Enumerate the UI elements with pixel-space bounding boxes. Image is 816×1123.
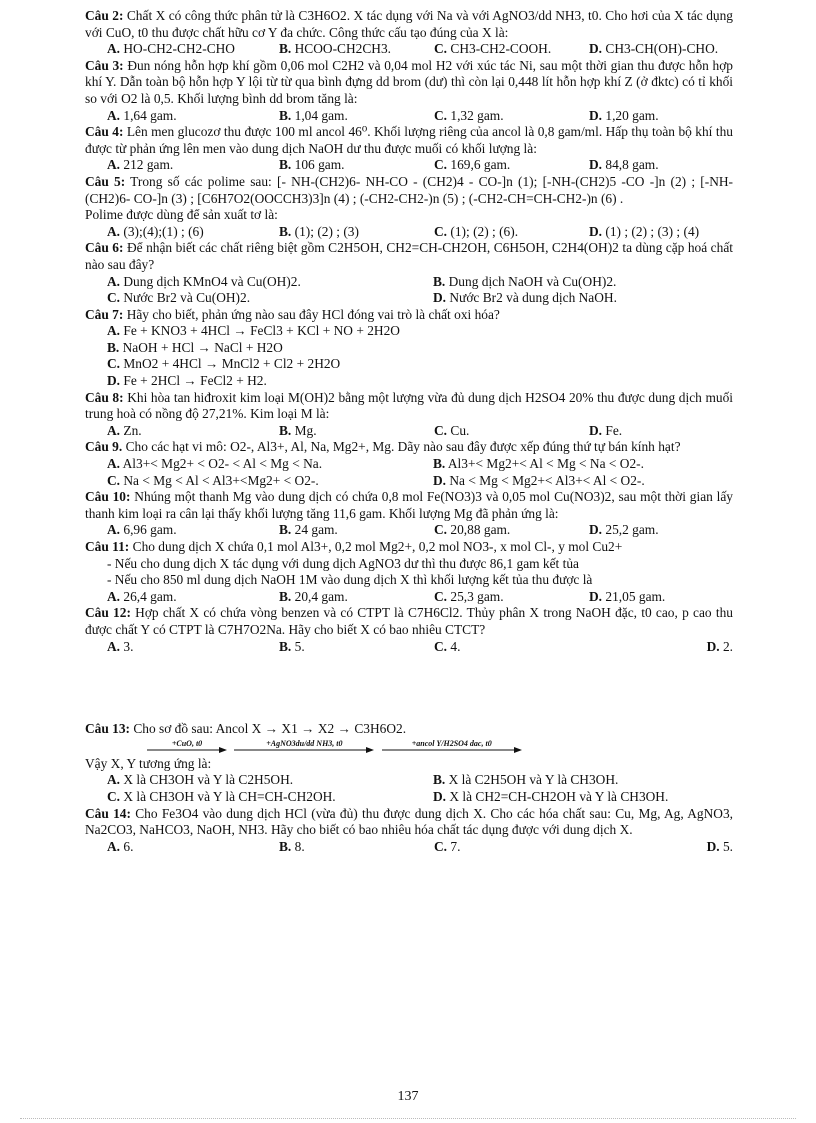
- answer-options: [85, 522, 733, 539]
- question-text: Hợp chất X có chứa vòng benzen và có CTPT là C7H6Cl2. Thủy phân X trong NaOH đặc, t0 cao, p cao thu được chất Y có CTPT là C7H7O2Na. Hãy cho biết X có bao nhiêu CTCT?: [85, 605, 733, 637]
- option-a[interactable]: A. 3.: [107, 638, 134, 654]
- option-c[interactable]: C. CH3-CH2-COOH.: [434, 41, 552, 57]
- question-3: [85, 58, 733, 108]
- option-c[interactable]: C. 20,88 gam.: [434, 522, 511, 538]
- question-text: Để nhận biết các chất riêng biệt gồm C2H5OH, CH2=CH-CH2OH, C6H5OH, C2H4(OH)2 ta dùng cặp hoá chất nào sau đây?: [85, 240, 733, 272]
- question-number: Câu 4:: [85, 124, 124, 140]
- page-content: [85, 8, 733, 855]
- answer-options: [85, 639, 733, 656]
- question-number: Câu 14:: [85, 805, 131, 821]
- answer-options: [85, 274, 733, 291]
- option-a[interactable]: A. Dung dịch KMnO4 và Cu(OH)2.: [107, 273, 301, 289]
- option-a[interactable]: A. 26,4 gam.: [107, 588, 177, 604]
- option-a[interactable]: A. (3);(4);(1) ; (6): [107, 223, 204, 239]
- question-6: [85, 240, 733, 273]
- option-b[interactable]: B. Mg.: [279, 422, 317, 438]
- option-a[interactable]: A. 212 gam.: [107, 157, 174, 173]
- answer-options: [85, 157, 733, 174]
- question-text: Chất X có công thức phân tử là C3H6O2. X tác dụng với Na và với AgNO3/dd NH3, t0. Cho hơi của X tác dụng với CuO, t0 thu được chất hữu cơ Y đa chức. Công thức cấu tạo đúng của X là:: [85, 8, 733, 40]
- question-text: Trong số các polime sau: [- NH-(CH2)6- NH-CO - (CH2)4 - CO-]n (1); [-NH-(CH2)5 -CO -]n (2) ; [-NH-(CH2)6- CO-]n (3) ; [C6H7O2(OOCCH3)3]n (4) ; (-CH2-CH2-)n (5) ; (-CH2-CH=CH-CH2-)n (6) .: [85, 173, 733, 206]
- condition-line: - Nếu cho 850 ml dung dịch NaOH 1M vào dung dịch X thì khối lượng kết tủa thu được là: [107, 572, 593, 588]
- option-d[interactable]: D. X là CH2=CH-CH2OH và Y là CH3OH.: [433, 788, 669, 804]
- option-b[interactable]: B. Al3+< Mg2+< Al < Mg < Na < O2-.: [433, 456, 644, 472]
- question-text: Cho dung dịch X chứa 0,1 mol Al3+, 0,2 mol Mg2+, 0,2 mol NO3-, x mol Cl-, y mol Cu2+: [132, 539, 623, 554]
- answer-options: [85, 789, 733, 806]
- option-d[interactable]: D. 84,8 gam.: [589, 157, 659, 173]
- option-b[interactable]: B. NaOH + HCl → NaCl + H2O: [107, 339, 283, 355]
- option-d[interactable]: D. 21,05 gam.: [589, 588, 666, 604]
- answer-options: [85, 224, 733, 241]
- option-d[interactable]: D. (1) ; (2) ; (3) ; (4): [589, 223, 700, 239]
- question-prompt: Polime được dùng để sản xuất tơ là:: [85, 207, 278, 223]
- option-a[interactable]: A. HO-CH2-CH2-CHO: [107, 41, 235, 57]
- answer-options: [85, 423, 733, 440]
- answer-options: [85, 589, 733, 606]
- question-12: [85, 605, 733, 638]
- option-b[interactable]: B. 5.: [279, 638, 305, 654]
- question-text: Lên men glucozơ thu được 100 ml ancol 46⁰. Khối lượng riêng của ancol là 0,8 gam/ml. Hấp thụ toàn bộ khí thu được từ phản ứng lên men vào dung dịch NaOH dư thu được muối có khối lượng là:: [85, 124, 733, 156]
- question-text: Cho Fe3O4 vào dung dịch HCl (vừa đủ) thu được dung dịch X. Cho các hóa chất sau: Cu, Mg, Ag, AgNO3, Na2CO3, NaHCO3, NaOH, NH3. Hãy cho biết có bao nhiêu hóa chất tác dụng được với dung dịch X.: [85, 805, 733, 838]
- question-text: Cho sơ đồ sau: Ancol X → X1 → X2 → C3H6O2.: [133, 721, 407, 737]
- condition-line: - Nếu cho dung dịch X tác dụng với dung dịch AgNO3 dư thì thu được 86,1 gam kết tủa: [107, 555, 579, 571]
- question-number: Câu 12:: [85, 605, 131, 621]
- option-d[interactable]: D. 1,20 gam.: [589, 107, 659, 123]
- option-a[interactable]: A. 6.: [107, 838, 134, 854]
- answer-options: [85, 456, 733, 473]
- question-number: Câu 13:: [85, 721, 131, 737]
- option-c[interactable]: C. 169,6 gam.: [434, 157, 511, 173]
- option-c[interactable]: C. MnO2 + 4HCl → MnCl2 + Cl2 + 2H2O: [107, 356, 341, 372]
- question-text: Nhúng một thanh Mg vào dung dịch có chứa 0,8 mol Fe(NO3)3 và 0,05 mol Cu(NO3)2, sau một thời gian lấy thanh kim loại ra cân lại thấy khối lượng tăng 11,6 gam. Khối lượng Mg đã phản ứng là:: [85, 489, 734, 521]
- question-10: [85, 489, 733, 522]
- option-d[interactable]: D. 5.: [706, 838, 733, 854]
- option-a[interactable]: A. X là CH3OH và Y là C2H5OH.: [107, 772, 294, 788]
- page-number: 137: [397, 1089, 419, 1104]
- option-b[interactable]: B. X là C2H5OH và Y là CH3OH.: [433, 772, 619, 788]
- reaction-scheme: [85, 738, 733, 756]
- answer-options: [85, 41, 733, 58]
- option-b[interactable]: B. Dung dịch NaOH và Cu(OH)2.: [433, 273, 617, 289]
- option-a[interactable]: A. Al3+< Mg2+ < O2- < Al < Mg < Na.: [107, 456, 323, 472]
- question-11: [85, 539, 733, 556]
- answer-options: [85, 473, 733, 490]
- question-number: Câu 9.: [85, 439, 123, 455]
- option-b[interactable]: B. 8.: [279, 838, 305, 854]
- answer-options: [85, 839, 733, 856]
- option-c[interactable]: C. Na < Mg < Al < Al3+<Mg2+ < O2-.: [107, 472, 319, 488]
- answer-options: [85, 108, 733, 125]
- question-4: [85, 124, 733, 157]
- question-7: [85, 307, 733, 324]
- question-text: Đun nóng hỗn hợp khí gồm 0,06 mol C2H2 và 0,04 mol H2 với xúc tác Ni, sau một thời gian thu được hỗn hợp khí Y. Dẫn toàn bộ hỗn hợp Y lội từ từ qua bình đựng dd brom (dư) thì còn lại 0,448 lít hỗn hợp khí Z (ở đktc) có tỉ khối so với O2 là 0,5. Khối lượng bình dd brom tăng là:: [85, 57, 733, 106]
- option-b[interactable]: B. 106 gam.: [279, 157, 345, 173]
- option-c[interactable]: C. 7.: [434, 838, 461, 854]
- option-c[interactable]: C. Nước Br2 và Cu(OH)2.: [107, 290, 251, 306]
- answer-options: [85, 290, 733, 307]
- question-9: [85, 439, 733, 456]
- option-c[interactable]: C. 4.: [434, 638, 461, 654]
- question-number: Câu 8:: [85, 389, 124, 405]
- reaction-arrow: +CuO, t0: [147, 738, 227, 756]
- option-d[interactable]: D. 25,2 gam.: [589, 522, 659, 538]
- question-prompt: Vậy X, Y tương ứng là:: [85, 755, 212, 771]
- question-number: Câu 7:: [85, 306, 124, 322]
- option-d[interactable]: D. Fe.: [589, 422, 623, 438]
- question-text: Hãy cho biết, phản ứng nào sau đây HCl đóng vai trò là chất oxi hóa?: [126, 306, 500, 322]
- spacer: [85, 655, 733, 721]
- option-b[interactable]: B. 20,4 gam.: [279, 588, 348, 604]
- question-number: Câu 3:: [85, 57, 124, 73]
- question-text: Khi hòa tan hiđroxit kim loại M(OH)2 bằng một lượng vừa đủ dung dịch H2SO4 20% thu được dung dịch muối trung hoà có nồng độ 27,21%. Kim loại M là:: [85, 389, 734, 422]
- reaction-arrow: +AgNO3du/dd NH3, t0: [234, 738, 374, 756]
- question-number: Câu 11:: [85, 539, 130, 554]
- question-number: Câu 6:: [85, 240, 124, 256]
- question-text: Cho các hạt vi mô: O2-, Al3+, Al, Na, Mg2+, Mg. Dãy nào sau đây được xếp đúng thứ tự bán kính hạt?: [125, 439, 681, 455]
- option-c[interactable]: C. (1); (2) ; (6).: [434, 223, 519, 239]
- option-b[interactable]: B. HCOO-CH2CH3.: [279, 41, 391, 57]
- option-a[interactable]: A. Fe + KNO3 + 4HCl → FeCl3 + KCl + NO + 2H2O: [107, 323, 400, 339]
- option-b[interactable]: B. 24 gam.: [279, 522, 338, 538]
- option-d[interactable]: D. Nước Br2 và dung dịch NaOH.: [433, 290, 617, 306]
- question-2: [85, 8, 733, 41]
- option-a[interactable]: A. 1,64 gam.: [107, 107, 177, 123]
- option-c[interactable]: C. X là CH3OH và Y là CH=CH-CH2OH.: [107, 788, 336, 804]
- footer-divider: [20, 1118, 796, 1119]
- option-c[interactable]: C. Cu.: [434, 422, 470, 438]
- answer-options: [85, 772, 733, 789]
- option-d[interactable]: D. 2.: [706, 638, 733, 654]
- option-a[interactable]: A. 6,96 gam.: [107, 522, 177, 538]
- question-14: [85, 806, 733, 839]
- option-c[interactable]: C. 1,32 gam.: [434, 107, 504, 123]
- question-number: Câu 10:: [85, 489, 131, 505]
- option-b[interactable]: B. 1,04 gam.: [279, 107, 348, 123]
- option-c[interactable]: C. 25,3 gam.: [434, 588, 504, 604]
- question-5: [85, 174, 733, 207]
- option-d[interactable]: D. CH3-CH(OH)-CHO.: [589, 41, 719, 57]
- question-number: Câu 5:: [85, 173, 126, 189]
- question-number: Câu 2:: [85, 8, 124, 23]
- reaction-arrow: +ancol Y/H2SO4 dac, t0: [382, 738, 522, 756]
- option-a[interactable]: A. Zn.: [107, 422, 142, 438]
- option-d[interactable]: D. Fe + 2HCl → FeCl2 + H2.: [107, 373, 267, 389]
- option-b[interactable]: B. (1); (2) ; (3): [279, 223, 359, 239]
- question-8: [85, 390, 733, 423]
- option-d[interactable]: D. Na < Mg < Mg2+< Al3+< Al < O2-.: [433, 472, 645, 488]
